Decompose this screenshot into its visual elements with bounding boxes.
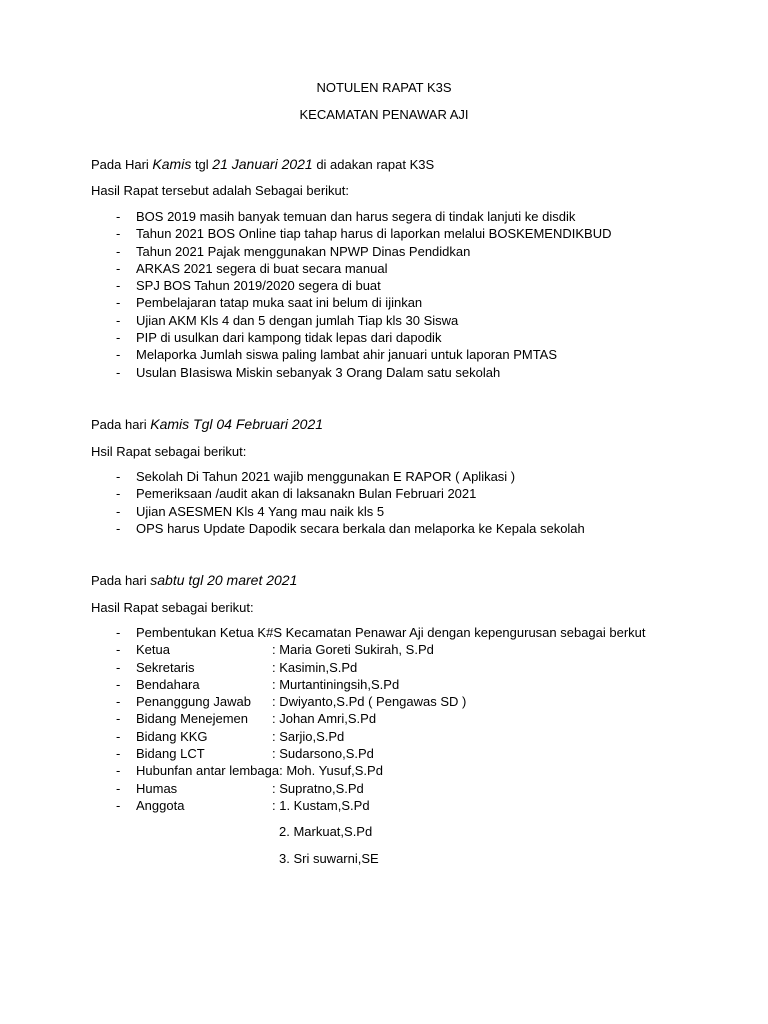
list-item-text: Tahun 2021 BOS Online tiap tahap harus di laporkan melalui BOSKEMENDIKBUD [136, 226, 612, 242]
list-marker: - [116, 797, 121, 813]
list-marker: - [116, 364, 121, 380]
list-marker: - [116, 642, 121, 658]
meeting2-result-label: Hsil Rapat sebagai berikut: [91, 444, 247, 459]
role-label: Anggota [136, 797, 185, 813]
list-item [116, 745, 646, 762]
meeting2-heading: Kamis Tgl 04 Februari 2021 [150, 416, 324, 432]
list-item [116, 364, 611, 381]
list-item [116, 503, 585, 520]
list-item-text: BOS 2019 masih banyak temuan dan harus segera di tindak lanjuti ke disdik [136, 209, 576, 224]
member-item: 2. Markuat,S.Pd [279, 824, 373, 839]
list-marker: - [116, 763, 121, 779]
list-item-text: OPS harus Update Dapodik secara berkala dan melaporka ke Kepala sekolah [136, 520, 585, 536]
list-item [116, 329, 611, 346]
role-label: Bidang Menejemen [136, 711, 249, 727]
list-item-text: ARKAS 2021 segera di buat secara manual [136, 260, 388, 276]
list-item [116, 243, 611, 260]
list-item [116, 277, 611, 294]
meeting1-date: 21 Januari 2021 [212, 156, 313, 172]
role-label: Penanggung Jawab [136, 694, 251, 710]
list-marker: - [116, 243, 121, 259]
role-label: Sekretaris [136, 659, 195, 675]
list-item-text: Sekolah Di Tahun 2021 wajib menggunakan E RAPOR ( Aplikasi ) [136, 469, 516, 484]
list-item-text: Ujian ASESMEN Kls 4 Yang mau naik kls 5 [136, 503, 385, 519]
list-item [116, 624, 646, 641]
role-name: : Johan Amri,S.Pd [272, 711, 377, 727]
meeting1-items [116, 208, 611, 381]
role-name: : Supratno,S.Pd [272, 780, 364, 796]
list-item-text: Usulan BIasiswa Miskin sebanyak 3 Orang Dalam satu sekolah [136, 364, 501, 380]
role-name: : Maria Goreti Sukirah, S.Pd [272, 642, 434, 658]
list-item [116, 260, 611, 277]
meeting1-intro: Pada Hari Kamis tgl 21 Januari 2021 di adakan rapat K3S [91, 156, 435, 172]
list-item-text: PIP di usulkan dari kampong tidak lepas dari dapodik [136, 330, 442, 346]
role-name: : Sudarsono,S.Pd [272, 746, 374, 762]
list-item [116, 693, 646, 710]
meeting2-intro: Pada hari Kamis Tgl 04 Februari 2021 [91, 416, 324, 432]
member-item: 3. Sri suwarni,SE [279, 851, 379, 866]
list-item [116, 294, 611, 311]
list-item [116, 520, 585, 537]
list-item [116, 710, 646, 727]
list-item [116, 728, 646, 745]
list-item [116, 641, 646, 658]
list-item [116, 225, 611, 242]
list-item [116, 797, 646, 814]
list-marker: - [116, 295, 121, 311]
list-item-text: Pemeriksaan /audit akan di laksanakn Bulan Februari 2021 [136, 486, 477, 502]
list-marker: - [116, 659, 121, 675]
list-marker: - [116, 226, 121, 242]
list-marker: - [116, 625, 121, 640]
list-marker: - [116, 278, 121, 294]
meeting1-result-label: Hasil Rapat tersebut adalah Sebagai berikut: [91, 183, 349, 198]
list-marker: - [116, 780, 121, 796]
role-label: Bidang KKG [136, 728, 208, 744]
list-item [116, 312, 611, 329]
list-marker: - [116, 209, 121, 224]
meeting3-intro: Pada hari sabtu tgl 20 maret 2021 [91, 572, 298, 588]
list-marker: - [116, 260, 121, 276]
list-marker: - [116, 728, 121, 744]
list-item [116, 762, 646, 779]
meeting2-items [116, 468, 585, 537]
list-item-text: Hubunfan antar lembaga: Moh. Yusuf,S.Pd [136, 763, 383, 779]
list-item [116, 659, 646, 676]
list-marker: - [116, 694, 121, 710]
list-item-text: Ujian AKM Kls 4 dan 5 dengan jumlah Tiap kls 30 Siswa [136, 312, 459, 328]
meeting1-day: Kamis [152, 156, 192, 172]
role-name: : Murtantiningsih,S.Pd [272, 676, 400, 692]
meeting3-heading: sabtu tgl 20 maret 2021 [150, 572, 298, 588]
role-name: : Dwiyanto,S.Pd ( Pengawas SD ) [272, 694, 467, 710]
list-marker: - [116, 330, 121, 346]
meeting3-items [116, 624, 646, 814]
list-item [116, 468, 585, 485]
role-name: : Sarjio,S.Pd [272, 728, 345, 744]
list-item [116, 346, 611, 363]
role-label: Ketua [136, 642, 170, 658]
role-label: Bidang LCT [136, 746, 205, 762]
document-title: NOTULEN RAPAT K3S [316, 80, 452, 95]
list-item [116, 485, 585, 502]
list-marker: - [116, 312, 121, 328]
list-marker: - [116, 469, 121, 484]
list-marker: - [116, 486, 121, 502]
list-item-text: Pembentukan Ketua K#S Kecamatan Penawar Aji dengan kepengurusan sebagai berkut [136, 625, 646, 640]
list-marker: - [116, 503, 121, 519]
role-label: Bendahara [136, 676, 200, 692]
role-name: : Kasimin,S.Pd [272, 659, 358, 675]
list-item-text: Melaporka Jumlah siswa paling lambat ahir januari untuk laporan PMTAS [136, 347, 558, 363]
list-marker: - [116, 676, 121, 692]
role-name: : 1. Kustam,S.Pd [272, 797, 370, 813]
list-marker: - [116, 520, 121, 536]
list-item-text: Tahun 2021 Pajak menggunakan NPWP Dinas Pendidkan [136, 243, 471, 259]
list-item [116, 208, 611, 225]
list-item-text: Pembelajaran tatap muka saat ini belum di ijinkan [136, 295, 423, 311]
list-marker: - [116, 746, 121, 762]
list-item-text: SPJ BOS Tahun 2019/2020 segera di buat [136, 278, 381, 294]
list-marker: - [116, 711, 121, 727]
list-item [116, 676, 646, 693]
role-label: Humas [136, 780, 178, 796]
list-marker: - [116, 347, 121, 363]
list-item [116, 780, 646, 797]
meeting3-result-label: Hasil Rapat sebagai berikut: [91, 600, 254, 615]
document-subtitle: KECAMATAN PENAWAR AJI [299, 107, 469, 122]
